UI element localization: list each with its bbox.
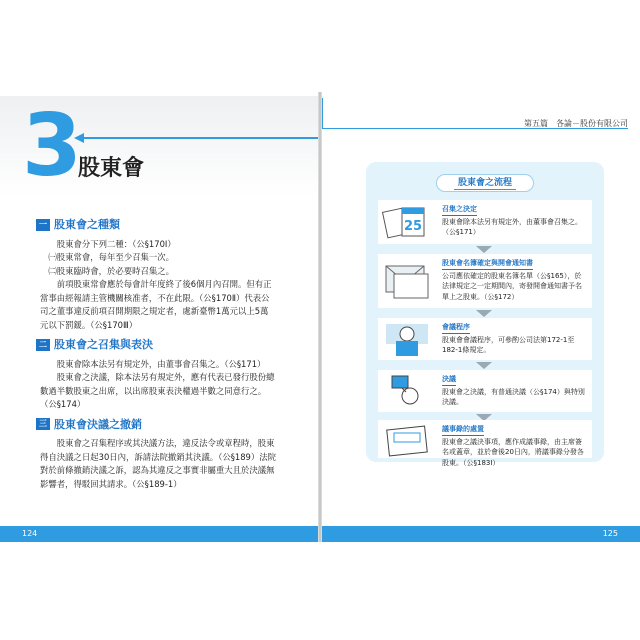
svg-text:25: 25: [403, 219, 423, 234]
chapter-banner: [0, 96, 318, 196]
flow-step-text: 股東會會議程序，可參酌公司法第172-1至182-1條規定。: [442, 335, 575, 354]
section-badge: 三: [36, 418, 50, 430]
flow-step-label: 召集之決定: [442, 204, 477, 216]
section-badge: 二: [36, 339, 50, 351]
flow-step: [378, 254, 592, 308]
voting-icon: [382, 374, 434, 416]
flow-step-text: 股東會之決議，有普通決議（公§174）與特別決議。: [442, 387, 585, 406]
left-page-body: [40, 212, 276, 491]
flow-step-text: 股東會除本法另有規定外，由董事會召集之。（公§171）: [442, 217, 582, 236]
chapter-number: 3: [22, 96, 82, 196]
paragraph: 前項股東常會應於每會計年度終了後6個月內召開。但有正當事由經報請主管機關核准者，不在此限。（公§170Ⅱ）代表公司之董事違反前項召開期限之規定者，處新臺幣1萬元以上5萬元以下罰鍰。（公§170Ⅲ）: [40, 279, 272, 330]
list-item: ㈠股東常會，每年至少召集一次。: [48, 252, 175, 262]
speaker-icon: [382, 322, 434, 362]
page-number: 125: [602, 529, 618, 538]
page-footer: [322, 526, 640, 542]
list-item: ㈡股東臨時會，於必要時召集之。: [48, 265, 175, 276]
section-heading: [36, 418, 276, 432]
flow-step: [378, 318, 592, 360]
flow-step: [378, 370, 592, 412]
chapter-rule: [82, 137, 318, 139]
calendar-icon: [382, 204, 434, 246]
flowchart-title-rule: [454, 189, 516, 190]
arrow-down-icon: [476, 246, 492, 253]
paragraph: 股東會之決議，除本法另有規定外，應有代表已發行股份總數過半數股東之出席，以出席股東表決權過半數之同意行之。（公§174）: [40, 372, 275, 409]
flow-step: [378, 200, 592, 244]
section-heading: [36, 218, 276, 232]
section-badge: 一: [36, 219, 50, 231]
section-heading: [36, 338, 276, 352]
paragraph: 股東會之召集程序或其決議方法，違反法令或章程時，股東得自決議之日起30日內，訴請法院撤銷其決議。（公§189）法院對於前條撤銷決議之訴，認為其違反之事實非屬重大且於決議無影響者，得駁回其請求。（公§189-1）: [40, 438, 277, 489]
flowchart-title: 股東會之流程: [436, 174, 534, 192]
flow-step-label: 會議程序: [442, 322, 470, 334]
book-spread: [0, 92, 640, 542]
paragraph: 股東會分下列二種：（公§170Ⅰ）: [56, 238, 176, 249]
flow-step: [378, 420, 592, 467]
page-number: 124: [22, 529, 38, 538]
running-head: 第五篇 各論－股份有限公司: [524, 119, 628, 128]
running-head-rule-vertical: [322, 98, 323, 128]
section-heading-text: 股東會之種類: [54, 218, 120, 231]
envelope-icon: [382, 258, 434, 306]
flowchart: [366, 162, 604, 467]
flow-step-label: 股東會名簿確定與開會通知書: [442, 258, 533, 270]
flow-step-label: 決議: [442, 374, 456, 386]
right-page: [322, 92, 640, 542]
flow-step-label: 議事錄的處置: [442, 424, 484, 436]
flow-step-text: 股東會之議決事項，應作成議事錄，由主席簽名或蓋章，並於會後20日內，將議事錄分發各股東。（公§183Ⅰ）: [442, 437, 584, 467]
flow-step-text: 公司應依確定的股東名簿名單（公§165），於法律規定之一定期間內，寄發開會通知書予名單上之股東。（公§172）: [442, 271, 582, 301]
page-footer: [0, 526, 318, 542]
section-heading-text: 股東會之召集與表決: [54, 338, 153, 351]
document-icon: [382, 424, 434, 462]
arrow-down-icon: [476, 362, 492, 369]
section-heading-text: 股東會決議之撤銷: [54, 417, 142, 431]
left-page: [0, 92, 318, 542]
arrow-down-icon: [476, 310, 492, 317]
paragraph: 股東會除本法另有規定外，由董事會召集之。（公§171）: [56, 358, 266, 369]
chapter-title: 股東會: [78, 156, 145, 181]
